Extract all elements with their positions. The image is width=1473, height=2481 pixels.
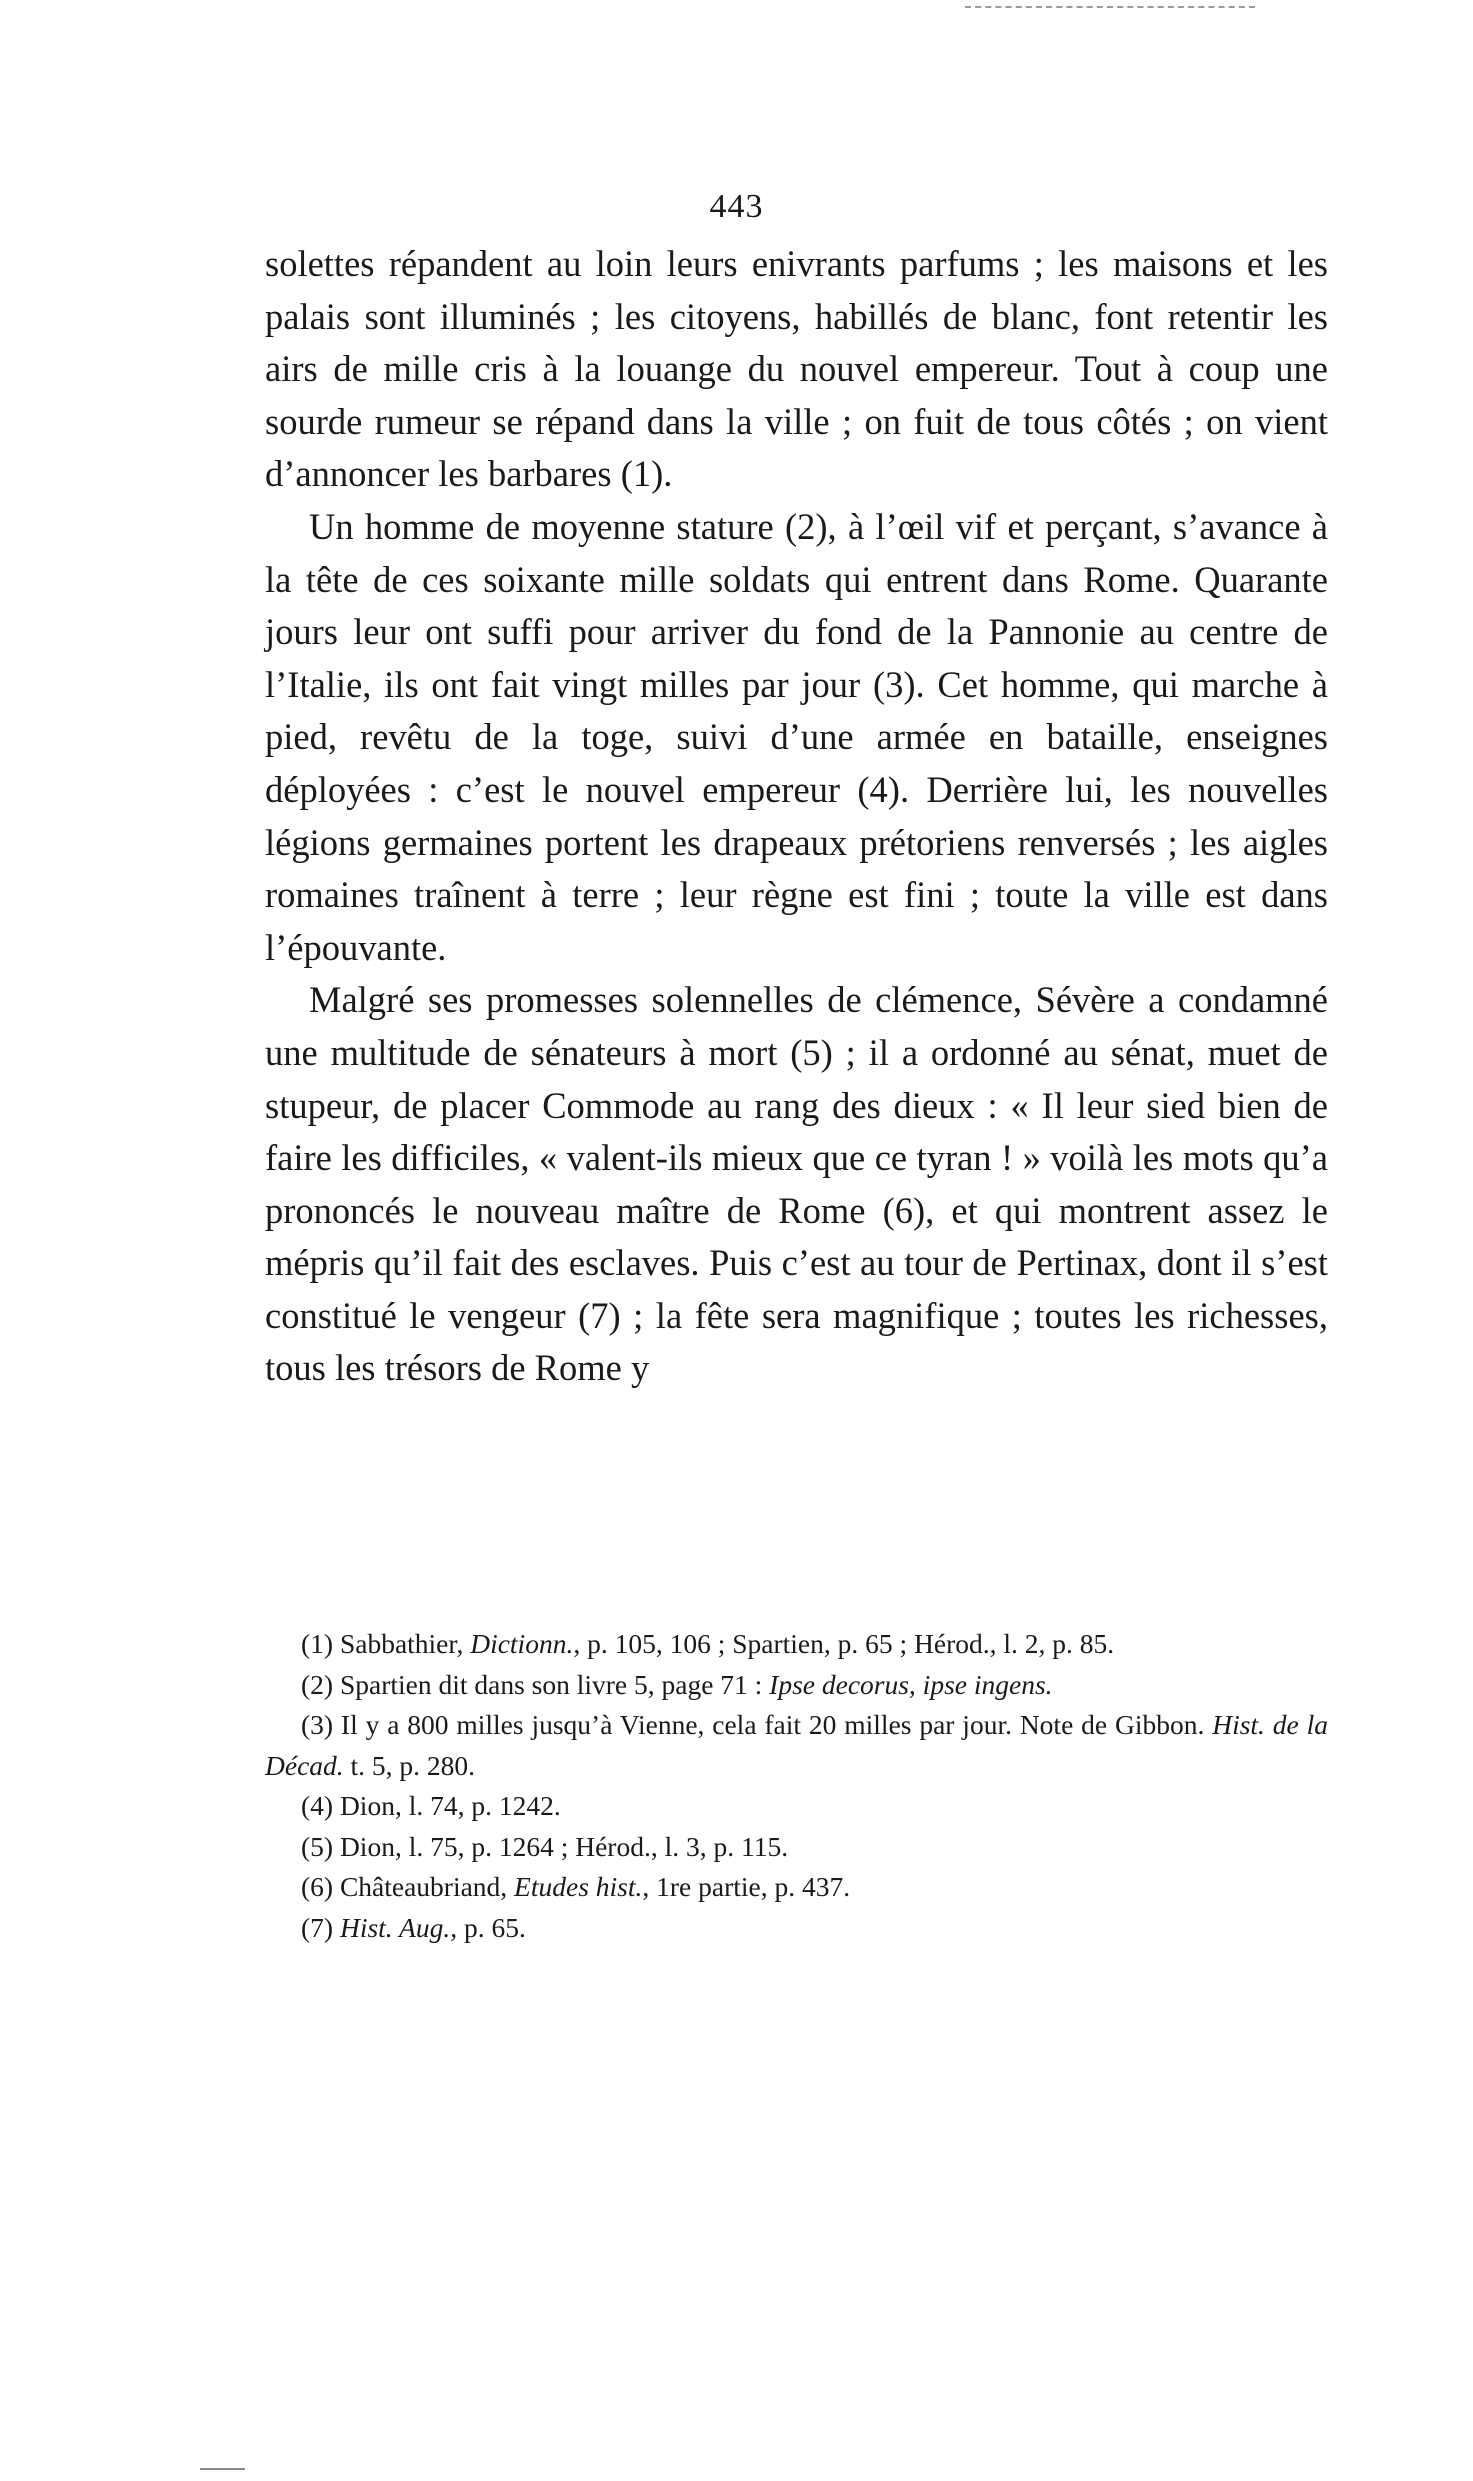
footnote-1-post: , p. 105, 106 ; Spartien, p. 65 ; Hérod., l. 2, p. 85.	[573, 1628, 1115, 1659]
footnote-3-post: t. 5, p. 280.	[343, 1749, 476, 1781]
footnote-6-post: , 1re partie, p. 437.	[642, 1871, 851, 1902]
footnote-3-italic: Hist. de la Décad.	[265, 1709, 1328, 1781]
footnote-5-pre: (5) Dion, l. 75, p. 1264 ; Hérod., l. 3, p. 115.	[301, 1830, 789, 1862]
paragraph-1: solettes répandent au loin leurs enivrants parfums ; les maisons et les palais sont illuminés ; les citoyens, habillés de blanc, font retentir les airs de mille cris à la louange du nouvel empereur. Tout à coup une sourde rumeur se répand dans la ville ; on fuit de tous côtés ; on vient d’annoncer les barbares (1).	[265, 243, 1328, 495]
footnote-2-pre: (2) Spartien dit dans son livre 5, page 71 :	[301, 1668, 770, 1700]
footnote-3-pre: (3) Il y a 800 milles jusqu’à Vienne, cela fait 20 milles par jour. Note de Gibbon.	[301, 1709, 1213, 1740]
footnote-7-post: , p. 65.	[450, 1911, 526, 1943]
footnote-7-italic: Hist. Aug.	[339, 1911, 451, 1943]
footnotes	[265, 1624, 1328, 1948]
footnote-7-pre: (7)	[301, 1911, 340, 1943]
footnote-6-pre: (6) Châteaubriand,	[301, 1871, 515, 1902]
footnote-6-italic: Etudes hist.	[514, 1871, 643, 1902]
footnote-1	[265, 1624, 1328, 1665]
footnote-4-pre: (4) Dion, l. 74, p. 1242.	[301, 1790, 561, 1821]
footnote-1-italic: Dictionn.	[470, 1628, 574, 1659]
footnote-7	[265, 1908, 1328, 1949]
page-number: 443	[709, 188, 764, 225]
main-text	[265, 238, 1328, 1395]
footnote-5	[265, 1827, 1328, 1868]
footnote-4	[265, 1786, 1328, 1827]
footnote-2	[265, 1665, 1328, 1706]
footnote-6	[265, 1867, 1328, 1908]
scan-edge-mark-top	[965, 6, 1255, 10]
paragraph-3: Malgré ses promesses solennelles de clémence, Sévère a condamné une multitude de sénateurs à mort (5) ; il a ordonné au sénat, muet de stupeur, de placer Commode au rang des dieux : « Il leur sied bien de faire les difficiles, « valent-ils mieux que ce tyran ! » voilà les mots qu’a prononcés le nouveau maître de Rome (6), et qui montrent assez le mépris qu’il fait des esclaves. Puis c’est au tour de Pertinax, dont il s’est constitué le vengeur (7) ; la fête sera magnifique ; toutes les richesses, tous les trésors de Rome y	[265, 979, 1328, 1389]
footnote-3	[265, 1705, 1328, 1786]
footnote-1-pre: (1) Sabbathier,	[301, 1628, 471, 1659]
scan-edge-mark-bottom	[200, 2468, 245, 2470]
footnote-2-italic: Ipse decorus, ipse ingens.	[769, 1668, 1053, 1700]
paragraph-2: Un homme de moyenne stature (2), à l’œil vif et perçant, s’avance à la tête de ces soixante mille soldats qui entrent dans Rome. Quarante jours leur ont suffi pour arriver du fond de la Pannonie au centre de l’Italie, ils ont fait vingt milles par jour (3). Cet homme, qui marche à pied, revêtu de la toge, suivi d’une armée en bataille, enseignes déployées : c’est le nouvel empereur (4). Derrière lui, les nouvelles légions germaines portent les drapeaux prétoriens renversés ; les aigles romaines traînent à terre ; leur règne est fini ; toute la ville est dans l’épouvante.	[265, 505, 1328, 968]
